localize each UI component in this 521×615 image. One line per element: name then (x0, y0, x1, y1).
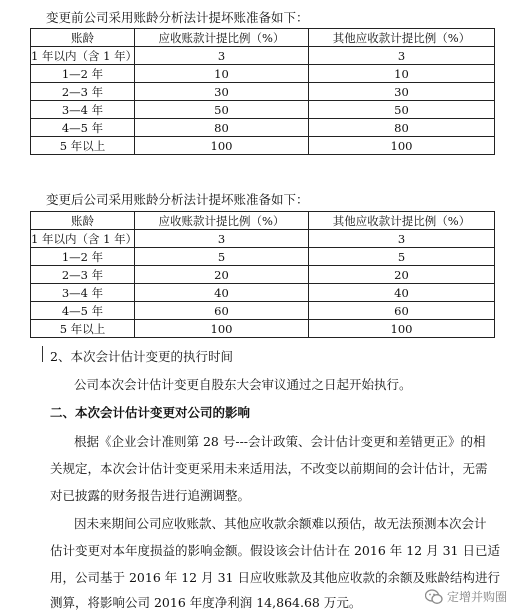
table-row (31, 284, 495, 302)
wechat-logo-icon (425, 589, 443, 605)
cell-aging: 1—2 年 (31, 248, 135, 266)
table-row (31, 137, 495, 155)
cell-aging: 3—4 年 (31, 101, 135, 119)
cell-receivable: 10 (135, 65, 309, 83)
table-row (31, 248, 495, 266)
cell-aging: 1 年以内（含 1 年） (31, 48, 138, 63)
cell-aging: 2—3 年 (31, 266, 135, 284)
cell-other: 60 (309, 302, 495, 320)
cell-aging: 5 年以上 (31, 137, 135, 155)
table-row (31, 101, 495, 119)
section2-heading: 2、本次会计估计变更的执行时间 (50, 349, 233, 364)
table-row (31, 83, 495, 101)
header-aging: 账龄 (31, 29, 135, 47)
table-before-change (30, 28, 495, 155)
section2-body: 公司本次会计估计变更自股东大会审议通过之日起开始执行。 (74, 377, 412, 392)
cell-other: 100 (309, 320, 495, 338)
table1-caption: 变更前公司采用账龄分析法计提坏账准备如下： (46, 10, 309, 25)
cell-other: 50 (309, 101, 495, 119)
cell-other: 3 (309, 230, 495, 248)
table-after-change (30, 211, 495, 338)
cell-other: 100 (309, 137, 495, 155)
paragraph2-line2: 估计变更对本年度损益的影响金额。假设该会计估计在 2016 年 12 月 31 日已适 (50, 543, 500, 558)
table-row (31, 302, 495, 320)
cell-receivable: 50 (135, 101, 309, 119)
cell-receivable: 20 (135, 266, 309, 284)
table-header-row (31, 212, 495, 230)
cell-other: 80 (309, 119, 495, 137)
cell-receivable: 80 (135, 119, 309, 137)
cell-receivable: 60 (135, 302, 309, 320)
cell-aging: 1 年以内（含 1 年） (31, 231, 138, 246)
table-row (31, 230, 495, 248)
cell-aging: 2—3 年 (31, 83, 135, 101)
text-cursor (42, 346, 49, 362)
paragraph1-line3: 对已披露的财务报告进行追溯调整。 (50, 488, 251, 503)
paragraph2-line3: 用，公司基于 2016 年 12 月 31 日应收账款及其他应收款的余额及账龄结构进行 (50, 570, 500, 585)
cell-other: 30 (309, 83, 495, 101)
watermark (425, 588, 507, 605)
table-row (31, 65, 495, 83)
table-row (31, 320, 495, 338)
watermark-label: 定增并购圈 (446, 590, 507, 604)
cell-aging: 4—5 年 (31, 119, 135, 137)
header-receivable-ratio: 应收账款计提比例（%） (135, 212, 309, 230)
cell-receivable: 3 (135, 47, 309, 65)
cell-receivable: 30 (135, 83, 309, 101)
cell-other: 10 (309, 65, 495, 83)
cell-other: 5 (309, 248, 495, 266)
header-other-receivable-ratio: 其他应收款计提比例（%） (309, 212, 495, 230)
cell-aging: 1—2 年 (31, 65, 135, 83)
table-header-row (31, 29, 495, 47)
cell-other: 40 (309, 284, 495, 302)
table2-caption: 变更后公司采用账龄分析法计提坏账准备如下： (46, 192, 309, 207)
cell-aging: 4—5 年 (31, 302, 135, 320)
paragraph2-line1: 因未来期间公司应收账款、其他应收款余额难以预估，故无法预测本次会计 (74, 516, 487, 531)
cell-receivable: 100 (135, 137, 309, 155)
paragraph1-line1: 根据《企业会计准则第 28 号---会计政策、会计估计变更和差错更正》的相 (74, 434, 486, 449)
cell-receivable: 40 (135, 284, 309, 302)
paragraph1-line2: 关规定，本次会计估计变更采用未来适用法，不改变以前期间的会计估计，无需 (50, 461, 488, 476)
table-row (31, 47, 495, 65)
header-receivable-ratio: 应收账款计提比例（%） (135, 29, 309, 47)
cell-receivable: 3 (135, 230, 309, 248)
cell-other: 3 (309, 47, 495, 65)
paragraph2-line4: 测算，将影响公司 2016 年度净利润 14,864.68 万元。 (50, 595, 362, 610)
cell-aging: 3—4 年 (31, 284, 135, 302)
cell-other: 20 (309, 266, 495, 284)
header-aging: 账龄 (31, 212, 135, 230)
cell-aging: 5 年以上 (31, 320, 135, 338)
table-row (31, 119, 495, 137)
table-row (31, 266, 495, 284)
cell-receivable: 5 (135, 248, 309, 266)
header-other-receivable-ratio: 其他应收款计提比例（%） (309, 29, 495, 47)
cell-receivable: 100 (135, 320, 309, 338)
impact-heading: 二、本次会计估计变更对公司的影响 (50, 405, 251, 420)
